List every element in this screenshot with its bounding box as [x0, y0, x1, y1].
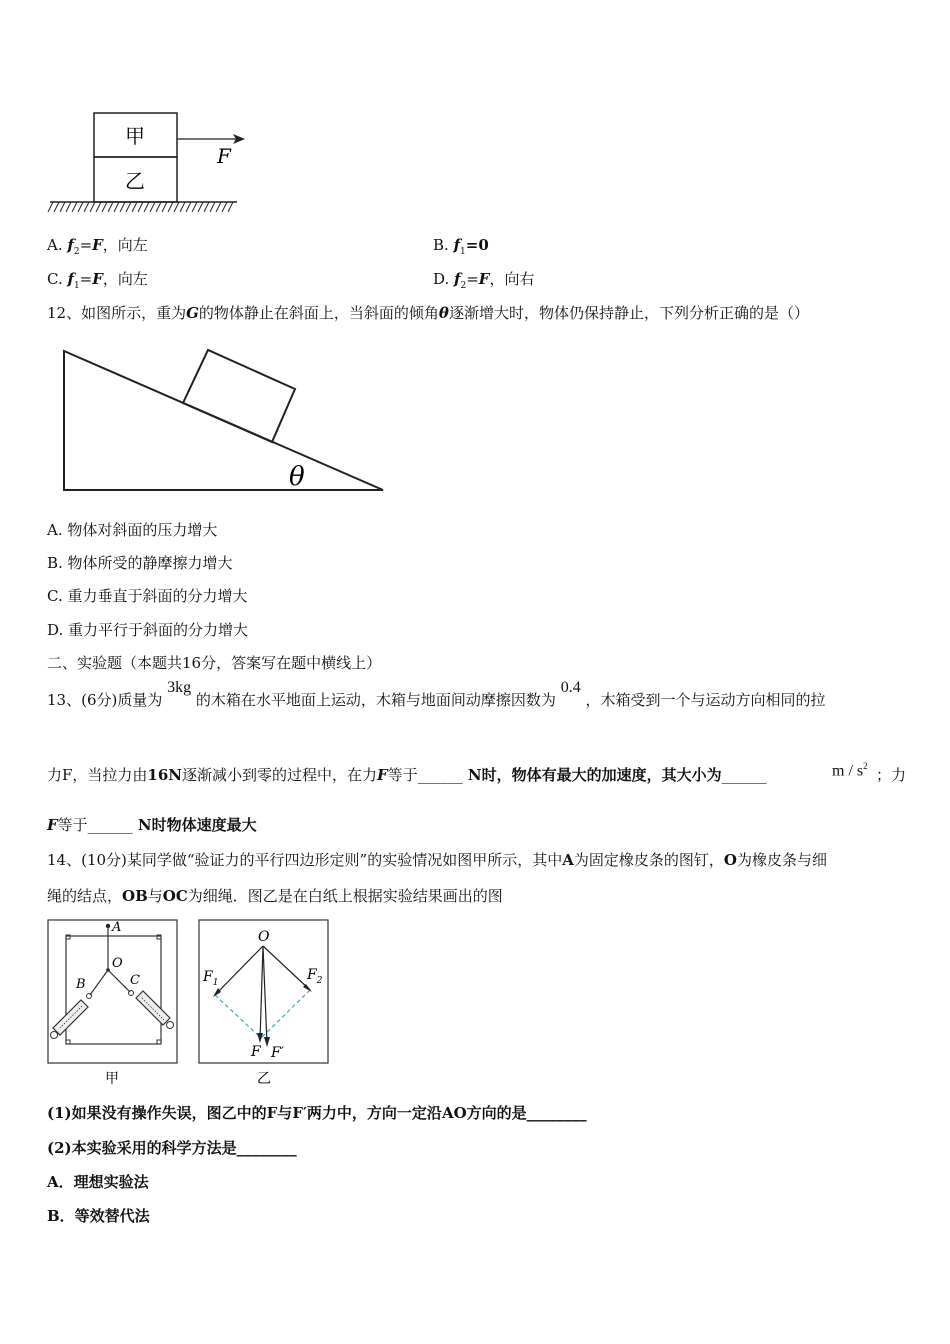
accel-unit: m / $s^2$ — [832, 761, 868, 780]
q11-option-a[interactable]: A. $f_2=F$，向左 — [47, 236, 148, 257]
q14-line-1: 14、(10分)某同学做“验证力的平行四边形定则”的实验情况如图甲所示，其中A为固定橡皮条的图钉，O为橡皮条与细 — [47, 851, 827, 869]
spring-scale-right — [136, 991, 174, 1029]
section-heading: 二、实验题（本题共16分，答案写在题中横线上） — [47, 654, 382, 672]
block-top-label: 甲 — [125, 124, 145, 148]
force-f-prime — [263, 946, 267, 1044]
figure-caption-yi: 乙 — [257, 1071, 271, 1087]
answer-blank-2[interactable]: ______ — [721, 766, 767, 784]
incline-block — [183, 350, 295, 442]
q11-option-b[interactable]: B. $f_1=0$ — [433, 236, 489, 257]
label-b: B — [76, 977, 86, 992]
parallelogram-side-2 — [261, 990, 310, 1038]
figure-caption-jia: 甲 — [105, 1071, 119, 1087]
incline-angle-label: θ — [289, 462, 305, 492]
experiment-board-figure — [46, 918, 181, 1088]
label-f-prime: F′ — [271, 1045, 284, 1061]
label-f: F — [251, 1044, 261, 1060]
q14-sub-1: (1)如果没有操作失误，图乙中的F与F′两力中，方向一定沿AO方向的是________ — [47, 1104, 587, 1122]
q14-sub-2: (2)本实验采用的科学方法是________ — [47, 1139, 297, 1157]
mu-value: 0.4 — [560, 679, 581, 696]
board-outer — [48, 920, 177, 1063]
q14-option-b[interactable]: B．等效替代法 — [47, 1207, 150, 1225]
mass-value: 3kg — [167, 679, 192, 696]
label-f2: $F_2$ — [307, 967, 323, 986]
parallelogram-side-1 — [215, 995, 261, 1038]
force-label: F — [217, 144, 231, 168]
q12-option-a[interactable]: A. 物体对斜面的压力增大 — [47, 521, 218, 539]
q13-line-1: 13、(6分)质量为 3kg 的木箱在水平地面上运动，木箱与地面间动摩擦因数为 0.4 ，木箱受到一个与运动方向相同的拉 — [47, 679, 826, 709]
q13-line-2: 力F，当拉力由16N逐渐减小到零的过程中，在力F等于______ N时，物体有最大的加速度，其大小为______ — [47, 766, 767, 784]
block-stack-figure — [45, 105, 250, 220]
label-f1: $F_1$ — [203, 969, 219, 988]
label-c: C — [130, 973, 140, 988]
string-oc — [108, 970, 130, 992]
string-ob — [90, 970, 108, 995]
answer-blank-5[interactable]: ________ — [236, 1139, 297, 1157]
label-a: A — [112, 920, 122, 935]
block-bottom-label: 乙 — [125, 169, 145, 193]
force-diagram-figure — [197, 918, 332, 1088]
ground-hatching — [48, 202, 233, 212]
q13-line-3: F等于______ N时物体速度最大 — [47, 816, 257, 834]
answer-blank-1[interactable]: ______ — [417, 766, 463, 784]
q12-stem: 12、如图所示，重为G的物体静止在斜面上，当斜面的倾角θ逐渐增大时，物体仍保持静止，下列分析正确的是（） — [47, 304, 809, 322]
q12-option-d[interactable]: D. 重力平行于斜面的分力增大 — [47, 621, 249, 639]
q12-option-c[interactable]: C. 重力垂直于斜面的分力增大 — [47, 587, 248, 605]
force-f — [260, 946, 263, 1040]
force-f1 — [215, 946, 263, 995]
answer-blank-3[interactable]: ______ — [87, 816, 133, 834]
q14-line-2: 绳的结点，OB与OC为细绳．图乙是在白纸上根据实验结果画出的图 — [47, 887, 503, 905]
q14-option-a[interactable]: A．理想实验法 — [47, 1173, 149, 1191]
answer-blank-4[interactable]: ________ — [526, 1104, 587, 1122]
label-o: O — [112, 956, 123, 971]
q13-line-2-end: ；力 — [876, 766, 907, 784]
label-o-right: O — [258, 929, 270, 945]
force-f2 — [263, 946, 310, 990]
incline-figure — [55, 342, 395, 497]
spring-scale-left — [51, 1000, 89, 1039]
q12-option-b[interactable]: B. 物体所受的静摩擦力增大 — [47, 554, 233, 572]
q11-option-d[interactable]: D. $f_2=F$，向右 — [433, 270, 535, 291]
q11-option-c[interactable]: C. $f_1=F$，向左 — [47, 270, 148, 291]
